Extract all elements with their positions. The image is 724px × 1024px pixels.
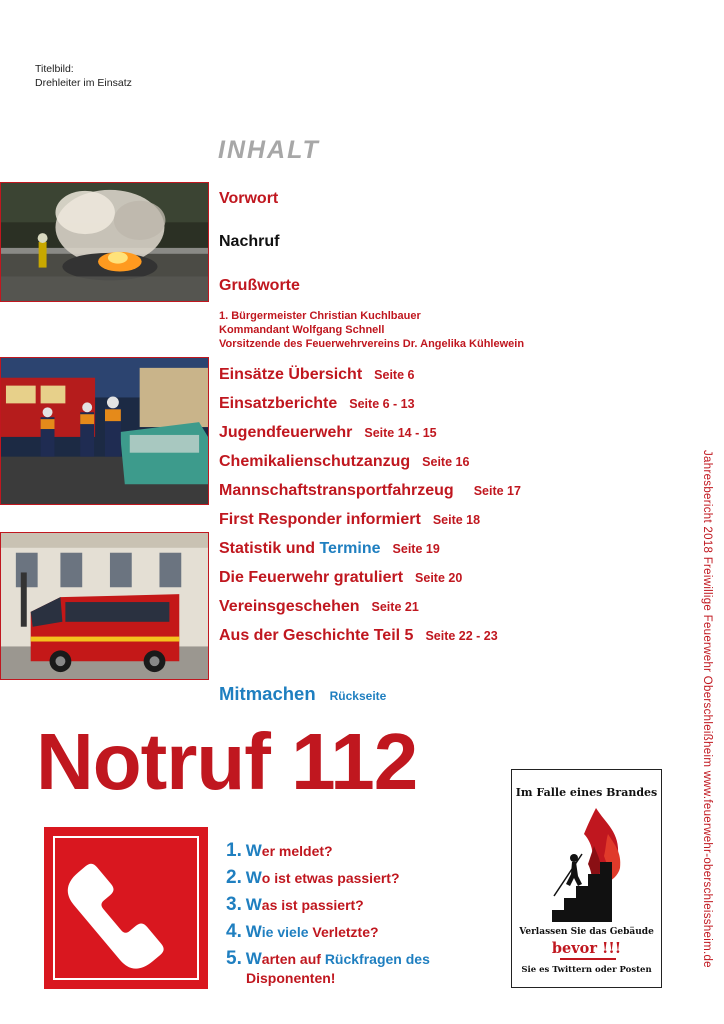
- toc-entry-page: Seite 6 - 13: [349, 397, 415, 411]
- fire-sign-title: Im Falle eines Brandes: [515, 786, 658, 799]
- toc-entry-title: Jugendfeuerwehr: [219, 424, 353, 441]
- toc-grussworte[interactable]: [219, 277, 300, 295]
- toc-entry-title: Vereinsgeschehen: [219, 598, 360, 615]
- phone-handset-icon: [44, 827, 208, 989]
- toc-entry-jugendfeuerwehr[interactable]: [219, 424, 437, 442]
- toc-entry-gratuliert[interactable]: [219, 569, 462, 587]
- toc-vorwort-title: Vorwort: [219, 190, 279, 207]
- question-item: 3. Was ist passiert?: [226, 894, 364, 915]
- toc-entry-page: Seite 14 - 15: [364, 426, 437, 440]
- toc-entry-title: Einsätze Übersicht: [219, 366, 363, 383]
- cover-caption: [35, 62, 132, 90]
- toc-entry-title: First Responder informiert: [219, 511, 421, 528]
- toc-entry-page: Seite 20: [415, 571, 463, 585]
- fire-sign-line1: Verlassen Sie das Gebäude: [519, 927, 654, 937]
- photo-fire-van: [0, 532, 209, 680]
- side-caption: [697, 450, 717, 990]
- grussworte-line: Vorsitzende des Feuerwehrvereins Dr. Angelika Kühlewein: [219, 338, 525, 350]
- fire-sign-line2: bevor !!!: [551, 940, 622, 957]
- toc-nachruf[interactable]: [219, 233, 279, 251]
- toc-mitmachen-page: Rückseite: [329, 689, 387, 703]
- toc-entry-page: Seite 21: [371, 600, 419, 614]
- grussworte-list: [219, 309, 524, 351]
- grussworte-line: Kommandant Wolfgang Schnell: [219, 324, 385, 336]
- toc-entry-page: Seite 6: [374, 368, 415, 382]
- fire-warning-sign: [511, 769, 662, 988]
- toc-entry-page: Seite 19: [392, 542, 440, 556]
- toc-entry-title: Aus der Geschichte Teil 5: [219, 627, 414, 644]
- photo-car-fire: [0, 182, 209, 302]
- toc-entry-page: Seite 17: [473, 484, 521, 498]
- toc-entry-title: Chemikalienschutzanzug: [219, 453, 411, 470]
- question-item: 4. Wie viele Verletzte?: [226, 921, 379, 942]
- grussworte-line: 1. Bürgermeister Christian Kuchlbauer: [219, 310, 421, 322]
- emergency-phone-sign: [44, 827, 208, 989]
- toc-mitmachen-title: Mitmachen: [219, 683, 316, 704]
- toc-entry-title: Die Feuerwehr gratuliert: [219, 569, 404, 586]
- toc-entry-title: Einsatzberichte: [219, 395, 338, 412]
- toc-entry-title-termine: Termine: [319, 540, 381, 557]
- toc-mitmachen[interactable]: [219, 683, 386, 705]
- fire-stairs-icon: [548, 804, 628, 922]
- toc-entry-vereinsgeschehen[interactable]: [219, 598, 419, 616]
- question-item: 2. Wo ist etwas passiert?: [226, 867, 400, 888]
- photo-rescue-exercise: [0, 357, 209, 505]
- toc-entry-statistik[interactable]: [219, 540, 440, 558]
- fire-sign-line3: Sie es Twittern oder Posten: [521, 965, 652, 975]
- notruf-heading: Notruf 112: [36, 717, 418, 806]
- toc-nachruf-title: Nachruf: [219, 233, 280, 250]
- toc-entry-chemikalienschutzanzug[interactable]: [219, 453, 469, 471]
- toc-vorwort[interactable]: [219, 190, 278, 208]
- fire-sign-underline: [560, 958, 616, 960]
- page-title: INHALT: [218, 136, 320, 164]
- cover-caption-label: Titelbild:: [35, 63, 74, 75]
- toc-entry-page: Seite 22 - 23: [425, 629, 498, 643]
- toc-entry-geschichte[interactable]: [219, 627, 498, 645]
- question-item: 1. Wer meldet?: [226, 840, 333, 861]
- toc-grussworte-title: Grußworte: [219, 277, 300, 294]
- toc-entry-page: Seite 16: [422, 455, 470, 469]
- toc-entry-mtf[interactable]: [219, 482, 521, 500]
- cover-caption-text: Drehleiter im Einsatz: [35, 77, 132, 89]
- toc-entry-einsaetze[interactable]: [219, 366, 414, 384]
- toc-entry-page: Seite 18: [432, 513, 481, 527]
- question-item-continuation: Disponenten!: [246, 970, 336, 986]
- side-caption-text: Jahresbericht 2018 Freiwillige Feuerwehr Oberschleißheim www.feuerwehr-oberschleissheim.de: [701, 450, 713, 968]
- toc-entry-title: Statistik und: [219, 540, 316, 557]
- question-item: 5. Warten auf Rückfragen des: [226, 948, 430, 969]
- toc-entry-title: Mannschaftstransportfahrzeug: [219, 482, 454, 499]
- toc-entry-einsatzberichte[interactable]: [219, 395, 415, 413]
- toc-entry-first-responder[interactable]: [219, 511, 480, 529]
